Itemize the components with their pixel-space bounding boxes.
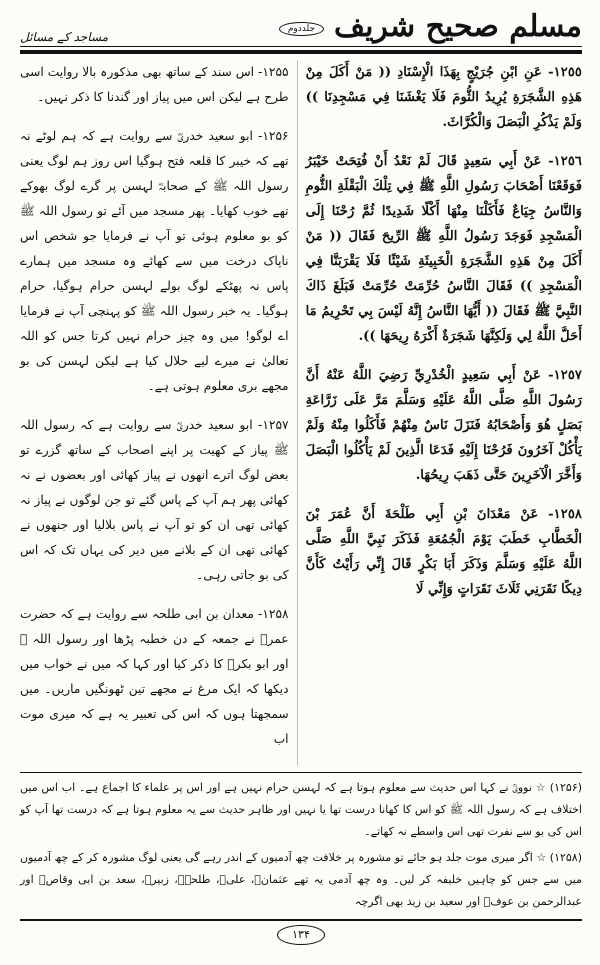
volume-label: جلددوم	[279, 22, 324, 36]
urdu-hadith-1257: ۱۲۵۷- ابو سعید خدریؓ سے روایت ہے کہ رسول اللہ ﷺ پیاز کے کھیت پر اپنے اصحاب کے ساتھ گزرے تو بعض لوگ اترے انھوں نے پیاز کھائی اور بعضوں نے نہ کھائی پھر ہم آپ کے پاس گئے تو جن لوگوں نے پیاز نہ کھائی تھی ان کو تو آپ نے پاس بلالیا اور جنھوں نے کھائی تھی ان کے بلانے میں دیر کی یہاں تک کہ اس کی بو جاتی رہی۔	[20, 418, 289, 582]
arabic-column	[298, 60, 582, 766]
columns	[20, 60, 582, 766]
header-thick-rule	[20, 50, 582, 54]
arabic-hadith-1256: ١٢٥٦- عَنْ أَبِي سَعِيدٍ قَالَ لَمْ نَعْدُ أَنْ فُتِحَتْ خَيْبَرُ فَوَقَعْنَا أَصْحَابَ رَسُولِ اللَّهِ ﷺ فِي تِلْكَ الْبَقْلَةِ الثُّومِ وَالنَّاسُ جِيَاعٌ فَأَكَلْنَا مِنْهَا أَكْلًا شَدِيدًا ثُمَّ رُحْنَا إِلَى الْمَسْجِدِ فَوَجَدَ رَسُولُ اللَّهِ ﷺ الرِّيحَ فَقَالَ (( مَنْ أَكَلَ مِنْ هَذِهِ الشَّجَرَةِ الْخَبِيثَةِ شَيْئًا فَلَا يَقْرَبَنَّا فِي الْمَسْجِدِ )) فَقَالَ النَّاسُ حُرِّمَتْ حُرِّمَتْ فَبَلَغَ ذَاكَ النَّبِيَّ ﷺ فَقَالَ (( أَيُّهَا النَّاسُ إِنَّهُ لَيْسَ بِي تَحْرِيمُ مَا أَحَلَّ اللَّهُ لِي وَلَكِنَّهَا شَجَرَةٌ أَكْرَهُ رِيحَهَا )).	[305, 154, 582, 344]
urdu-column	[20, 60, 297, 766]
urdu-hadith-1256: ۱۲۵۶- ابو سعید خدریؓ سے روایت ہے کہ ہم لوٹے نہ تھے کہ خیبر کا قلعہ فتح ہوگیا اس روز ہم لوگ یعنی رسول اللہ ﷺ کے صحابہؓ لہسن پر گرے لوگ بھوکے تھے خوب کھایا۔ پھر مسجد میں آئے تو رسول اللہ ﷺ کو بو معلوم ہوئی تو آپ نے فرمایا جو شخص اس ناپاک درخت میں سے کھائے وہ مسجد میں ہمارے پاس نہ پھٹکے لوگ بولے لہسن حرام ہوگیا، حرام ہوگیا۔ یہ خبر رسول اللہ ﷺ کو پہنچی آپ نے فرمایا اے لوگو! میں وہ چیز حرام نہیں کرتا جس کو اللہ تعالیٰ نے میرے لیے حلال کیا ہے لیکن لہسن کی بو مجھے بری معلوم ہوتی ہے۔	[20, 129, 289, 393]
page-header	[20, 10, 582, 47]
footnote-1256: (۱۲۵۶) ☆ نوویؒ نے کہا اس حدیث سے معلوم ہوتا ہے کہ لہسن حرام نہیں ہے اور اس پر علماء کا اجماع ہے۔ اب اس میں اختلاف ہے کہ رسول اللہ ﷺ کو اس کا کھانا درست تھا یا نہیں اور ظاہر حدیث سے یہ معلوم ہوتا ہے کہ درست تھا آپ کو اس کی بو سے نفرت تھی اس واسطے نہ کھاتے۔	[20, 781, 582, 838]
footnote-1258: (۱۲۵۸) ☆ اگر میری موت جلد ہو جائے تو مشورہ پر خلافت چھ آدمیوں کے اندر رہے گی یعنی لوگ مشورہ کر کے چھ آدمیوں میں سے جس کو چاہیں خلیفہ کر لیں۔ وہ چھ آدمی یہ تھے عثمانؓ، علیؓ، طلحہؓ، زبیرؓ، سعد بن ابی وقاصؓ اور عبدالرحمن بن عوفؓ اور سعید بن زید بھی اگرچہ	[20, 851, 582, 908]
arabic-hadith-1255: ١٢٥٥- عَنِ ابْنِ جُرَيْجٍ بِهَذَا الْإِسْنَادِ (( مَنْ أَكَلَ مِنْ هَذِهِ الشَّجَرَةِ يُرِيدُ الثُّومَ فَلَا يَغْشَنَا فِي مَسْجِدِنَا )) وَلَمْ يَذْكُرِ الْبَصَلَ وَالْكُرَّاثَ.	[305, 65, 582, 130]
book-title-logo: مسلم صحیح شریف	[334, 9, 582, 44]
urdu-hadith-1255: ۱۲۵۵- اس سند کے ساتھ بھی مذکورہ بالا روایت اسی طرح ہے لیکن اس میں پیاز اور گندنا کا ذکر نہیں۔	[20, 65, 289, 104]
footer-rule	[20, 919, 582, 921]
chapter-title: مساجد کے مسائل	[20, 30, 109, 44]
arabic-hadith-1258: ١٢٥٨- عَنْ مَعْدَانَ بْنِ أَبِي طَلْحَةَ أَنَّ عُمَرَ بْنَ الْخَطَّابِ خَطَبَ يَوْمَ الْجُمُعَةِ فَذَكَرَ نَبِيَّ اللَّهِ صَلَّى اللَّهُ عَلَيْهِ وَسَلَّمَ وَذَكَرَ أَبَا بَكْرٍ قَالَ إِنِّي رَأَيْتُ كَأَنَّ دِيكًا نَقَرَنِي ثَلَاثَ نَقَرَاتٍ وَإِنِّي لَا	[305, 507, 582, 597]
arabic-hadith-1257: ١٢٥٧- عَنْ أَبِي سَعِيدٍ الْخُدْرِيِّ رَضِيَ اللَّهُ عَنْهُ أَنَّ رَسُولَ اللَّهِ صَلَّى اللَّهُ عَلَيْهِ وَسَلَّمَ مَرَّ عَلَى زَرَّاعَةِ بَصَلٍ هُوَ وَأَصْحَابُهُ فَنَزَلَ نَاسٌ مِنْهُمْ فَأَكَلُوا مِنْهُ وَلَمْ يَأْكُلْ آخَرُونَ فَرُحْنَا إِلَيْهِ فَدَعَا الَّذِينَ لَمْ يَأْكُلُوا الْبَصَلَ وَأَخَّرَ الْآخَرِينَ حَتَّى ذَهَبَ رِيحُهَا.	[305, 368, 582, 483]
urdu-hadith-1258: ۱۲۵۸- معدان بن ابی طلحہ سے روایت ہے کہ حضرت عمرؓ نے جمعہ کے دن خطبہ پڑھا اور رسول اللہ ﷺ اور ابو بکرؓ کا ذکر کیا اور کہا کہ میں نے خواب میں دیکھا کہ ایک مرغ نے مجھے تین ٹھونگیں ماریں۔ میں سمجھتا ہوں کہ اس کی تعبیر یہ ہے کہ میری موت اب	[20, 607, 289, 746]
page-number: ۱۳۴	[277, 925, 325, 945]
footnote-rule	[20, 772, 582, 773]
